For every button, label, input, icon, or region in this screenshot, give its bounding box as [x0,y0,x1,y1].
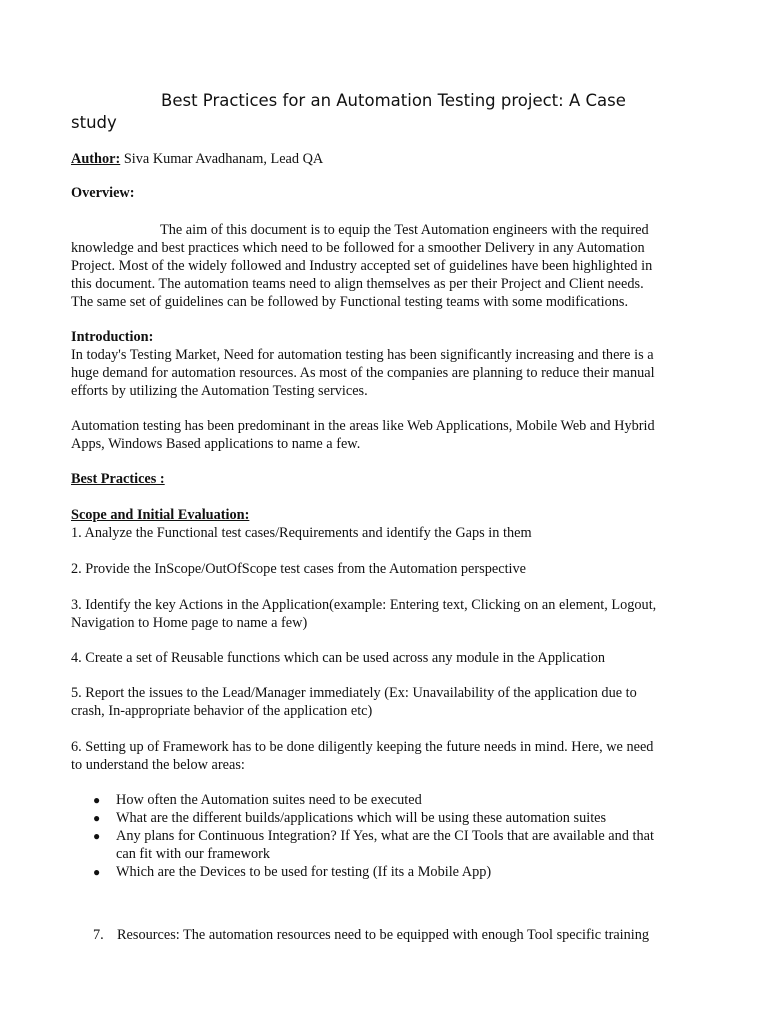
title-line-2: study [71,113,117,132]
overview-line-5: The same set of guidelines can be followed by Functional testing teams with some modifications. [71,294,629,310]
practice-item-2: 2. Provide the InScope/OutOfScope test cases from the Automation perspective [71,561,527,577]
practice-item-7-number: 7. [93,927,104,943]
overview-line-3: Project. Most of the widely followed and Industry accepted set of guidelines have been highlighted in [71,258,653,274]
bullet-dot-icon: ● [93,811,101,825]
practice-item-5-line-2: crash, In-appropriate behavior of the application etc) [71,703,373,719]
framework-bullet-list [71,791,711,881]
practice-item-1: 1. Analyze the Functional test cases/Requirements and identify the Gaps in them [71,525,532,541]
introduction-line-2: huge demand for automation resources. As most of the companies are planning to reduce their manual [71,365,655,381]
overview-line-2: knowledge and best practices which need to be followed for a smoother Delivery in any Automation [71,240,645,256]
bullet-text: Which are the Devices to be used for testing (If its a Mobile App) [116,864,492,880]
bullet-item [71,863,711,881]
bullet-dot-icon: ● [93,865,101,879]
document-title [71,90,701,134]
author-line [71,150,323,168]
practice-item-6-line-2: to understand the below areas: [71,757,245,773]
overview-heading: Overview: [71,185,135,201]
title-line-1: Best Practices for an Automation Testing project: A Case [161,91,626,110]
bullet-item [71,791,711,809]
introduction-line-5: Apps, Windows Based applications to name a few. [71,436,361,452]
practice-item-7-text: Resources: The automation resources need to be equipped with enough Tool specific training [117,927,650,943]
practice-item-6-line-1: 6. Setting up of Framework has to be done diligently keeping the future needs in mind. Here, we need [71,739,654,755]
author-value: Siva Kumar Avadhanam, Lead QA [120,151,324,167]
practice-item-7 [93,926,649,944]
practice-item-3-line-2: Navigation to Home page to name a few) [71,615,308,631]
introduction-heading: Introduction: [71,329,154,345]
bullet-text: How often the Automation suites need to be executed [116,792,422,808]
introduction-line-4: Automation testing has been predominant in the areas like Web Applications, Mobile Web and Hybrid [71,418,655,434]
bullet-text: Any plans for Continuous Integration? If Yes, what are the CI Tools that are available and that [116,828,654,844]
introduction-line-1: In today's Testing Market, Need for automation testing has been significantly increasing and there is a [71,347,654,363]
introduction-line-3: efforts by utilizing the Automation Testing services. [71,383,368,399]
scope-heading: Scope and Initial Evaluation: [71,507,250,523]
best-practices-heading: Best Practices : [71,471,165,487]
overview-line-1: The aim of this document is to equip the Test Automation engineers with the required [160,222,649,238]
bullet-text: What are the different builds/applications which will be using these automation suites [116,810,607,826]
practice-item-5-line-1: 5. Report the issues to the Lead/Manager immediately (Ex: Unavailability of the application due to [71,685,637,701]
bullet-item [71,809,711,827]
bullet-dot-icon: ● [93,829,101,843]
practice-item-4: 4. Create a set of Reusable functions which can be used across any module in the Application [71,650,605,666]
author-label: Author: [71,151,121,167]
bullet-dot-icon: ● [93,793,101,807]
overview-line-4: this document. The automation teams need to align themselves as per their Project and Client needs. [71,276,644,292]
practice-item-3-line-1: 3. Identify the key Actions in the Application(example: Entering text, Clicking on an element, Logout, [71,597,657,613]
bullet-text-continued: can fit with our framework [116,846,271,862]
bullet-item [71,827,711,863]
